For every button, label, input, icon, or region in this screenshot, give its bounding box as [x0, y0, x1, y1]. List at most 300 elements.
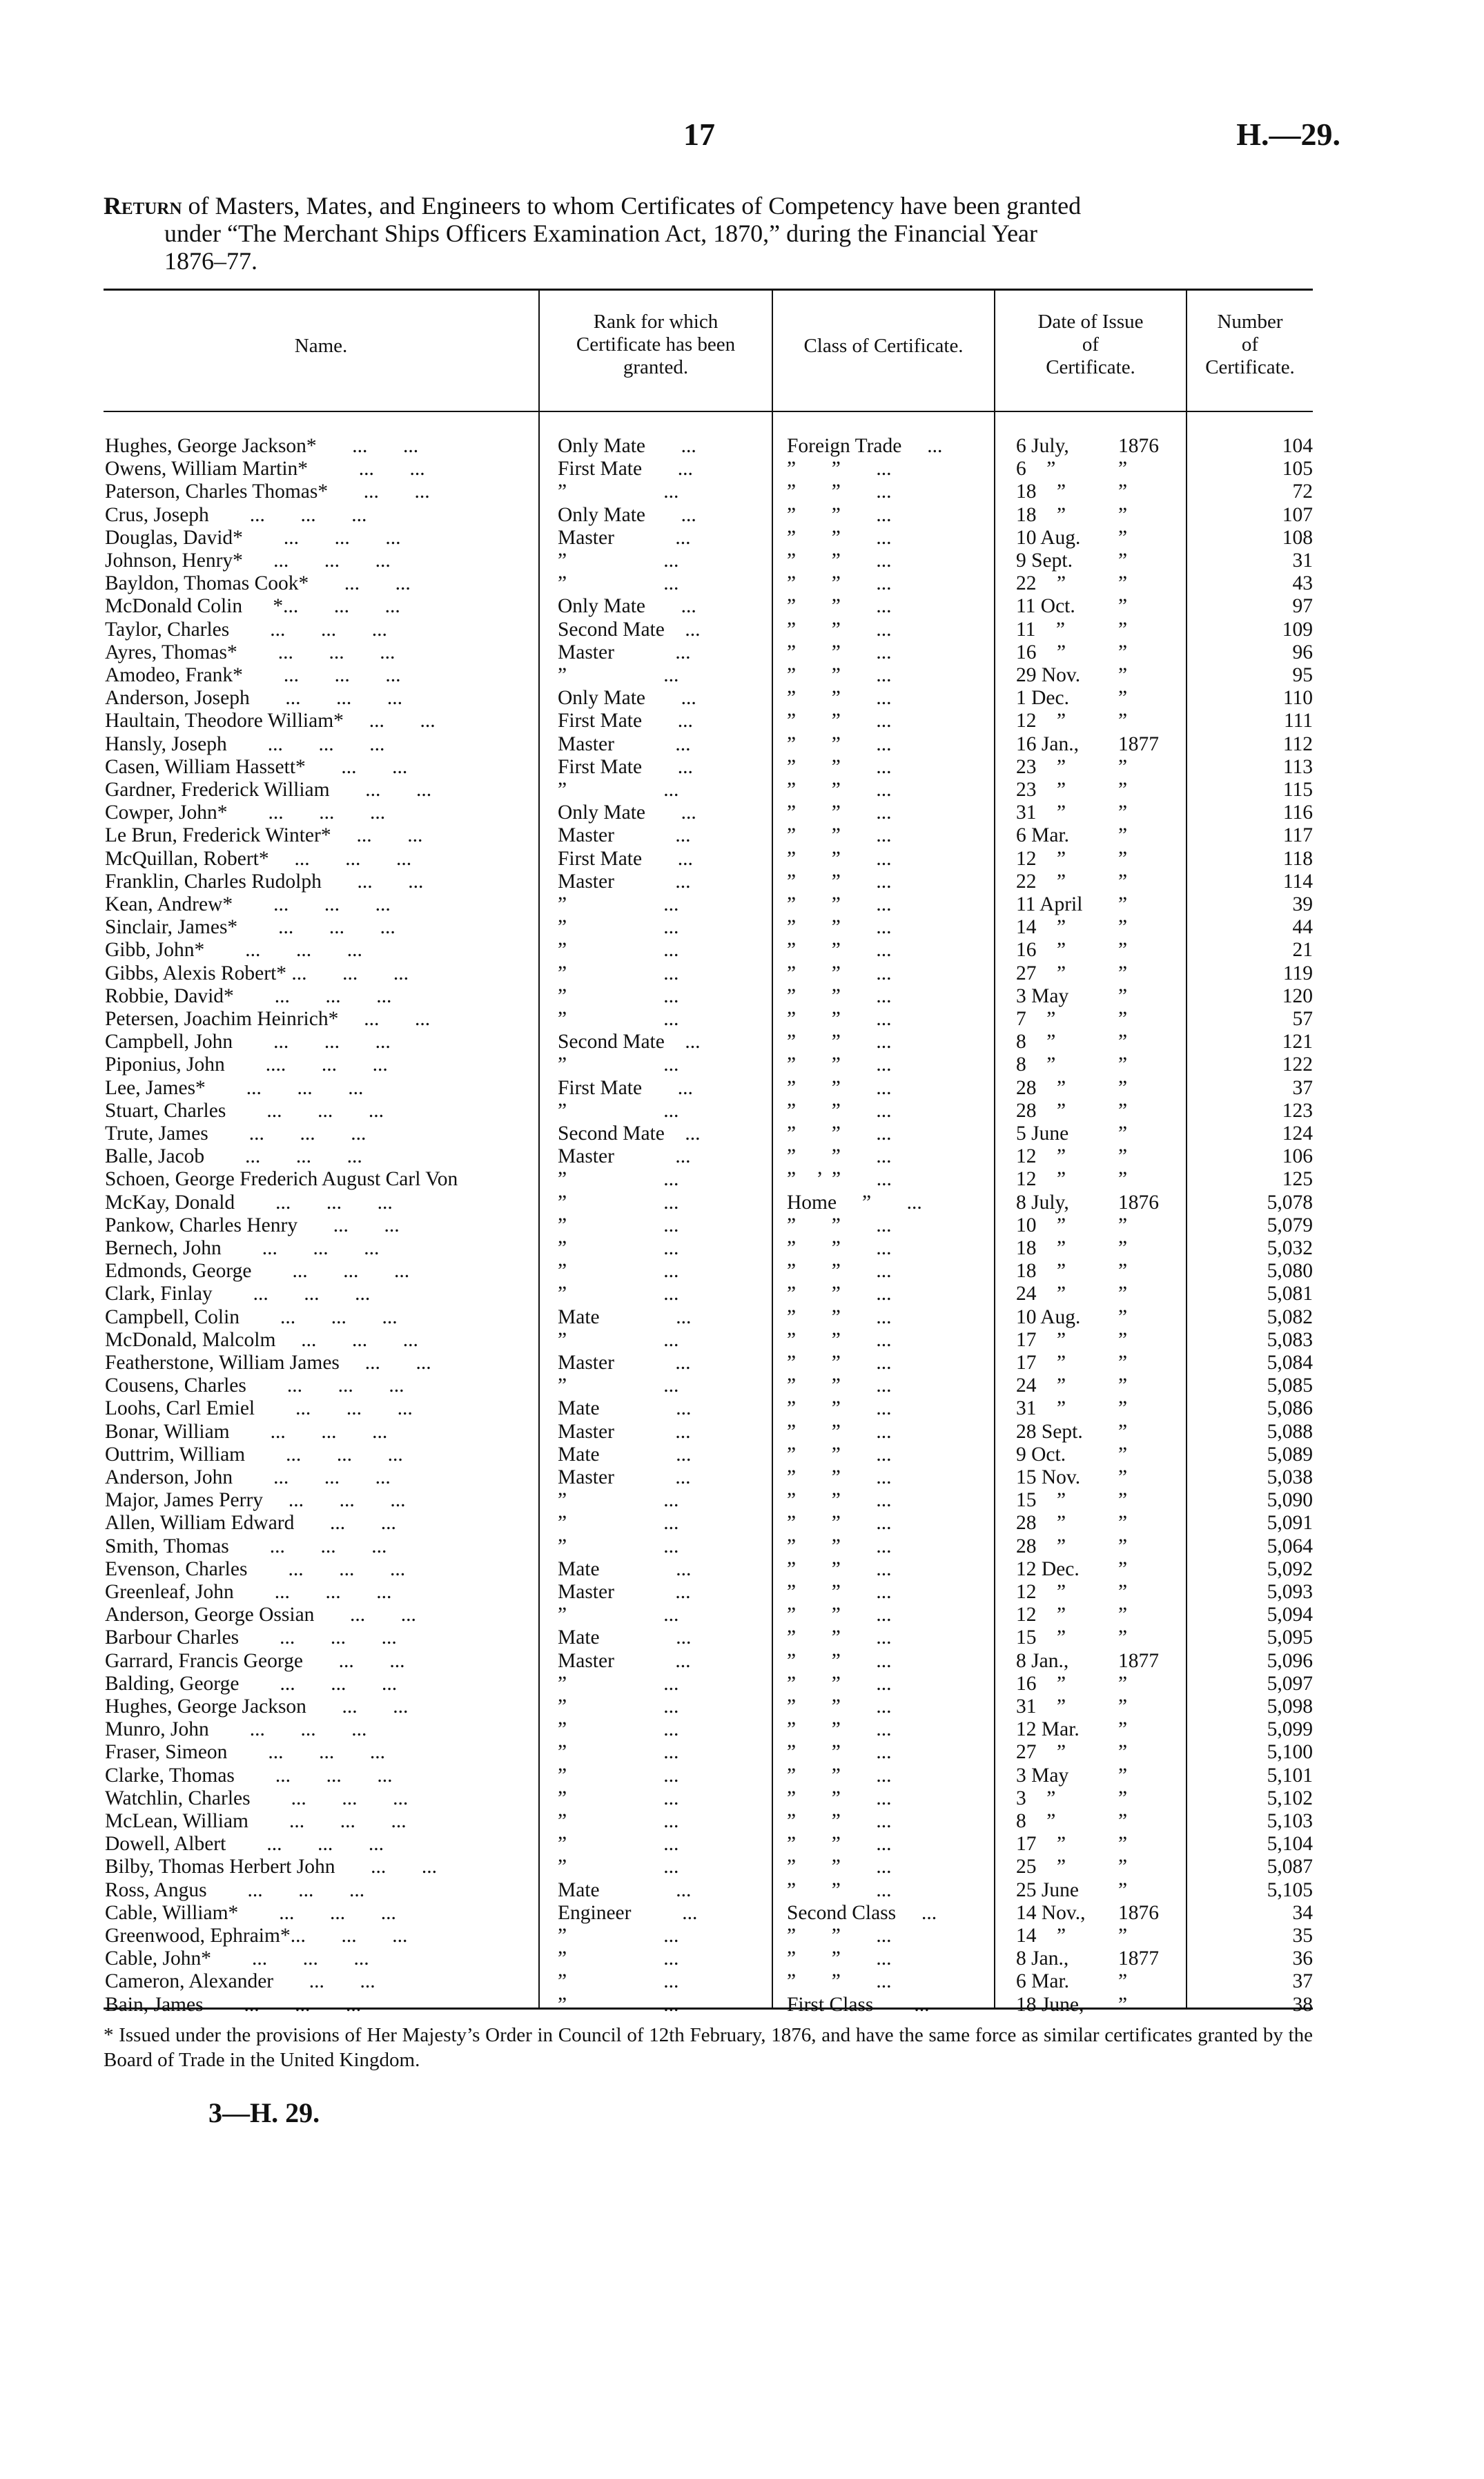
cell-class: ” ” ...	[787, 824, 892, 847]
cell-date: 15 Nov.	[1016, 1466, 1081, 1488]
cell-number: 21	[1292, 939, 1313, 962]
cell-year: ”	[1118, 687, 1128, 710]
cell-year: ”	[1118, 824, 1128, 847]
cell-date: 18 June,	[1016, 1993, 1084, 2016]
table-row	[104, 1237, 1313, 1260]
cell-year: ”	[1118, 664, 1128, 686]
cell-date: 3 ”	[1016, 1787, 1056, 1809]
cell-class: ” ” ...	[787, 1328, 892, 1351]
cell-date: 8 ”	[1016, 1053, 1056, 1076]
table-row	[104, 1741, 1313, 1764]
cell-year: ”	[1118, 984, 1128, 1007]
cell-date: 14 ”	[1016, 916, 1066, 939]
cell-class: ” ” ...	[787, 1833, 892, 1856]
cell-name: Le Brun, Frederick Winter* ... ...	[105, 824, 423, 847]
cell-year: 1877	[1118, 732, 1159, 755]
cell-name: Lee, James* ... ... ...	[105, 1076, 364, 1099]
title-line-2: under “The Merchant Ships Officers Examination Act, 1870,” during the Financial Year	[164, 220, 1038, 247]
cell-date: 18 ”	[1016, 480, 1066, 503]
cell-year: ”	[1118, 618, 1128, 641]
cell-name: Johnson, Henry* ... ... ...	[105, 550, 391, 572]
cell-number: 5,064	[1267, 1535, 1313, 1557]
cell-date: 28 ”	[1016, 1512, 1066, 1535]
cell-year: ”	[1118, 1168, 1128, 1191]
cell-date: 12 Mar.	[1016, 1718, 1080, 1741]
cell-number: 115	[1282, 779, 1313, 801]
cell-date: 12 ”	[1016, 847, 1066, 870]
cell-name: Garrard, Francis George ... ...	[105, 1649, 405, 1672]
cell-date: 15 ”	[1016, 1626, 1066, 1649]
cell-name: Bilby, Thomas Herbert John ... ...	[105, 1856, 437, 1878]
cell-class: ” ” ...	[787, 1305, 892, 1328]
cell-date: 23 ”	[1016, 779, 1066, 801]
cell-number: 5,095	[1267, 1626, 1313, 1649]
cell-number: 5,098	[1267, 1695, 1313, 1718]
cell-name: Bernech, John ... ... ...	[105, 1237, 380, 1259]
cell-number: 5,085	[1267, 1374, 1313, 1397]
cell-rank: Mate ...	[558, 1397, 692, 1420]
table-row	[104, 756, 1313, 779]
cell-class: ” ” ...	[787, 1008, 892, 1030]
cell-name: Gibb, John* ... ... ...	[105, 939, 362, 962]
cell-number: 5,038	[1267, 1466, 1313, 1488]
cell-number: 5,101	[1267, 1764, 1313, 1787]
cell-class: ” ” ...	[787, 1557, 892, 1580]
cell-date: 12 ”	[1016, 710, 1066, 732]
cell-rank: ” ...	[558, 1283, 679, 1305]
cell-name: Featherstone, William James ... ...	[105, 1352, 431, 1374]
cell-name: Barbour Charles ... ... ...	[105, 1626, 397, 1649]
cell-class: ” ” ...	[787, 1672, 892, 1695]
table-row	[104, 1558, 1313, 1581]
cell-name: Evenson, Charles ... ... ...	[105, 1557, 406, 1580]
cell-name: Ross, Angus ... ... ...	[105, 1878, 365, 1901]
cell-name: Munro, John ... ... ...	[105, 1718, 367, 1741]
cell-name: Douglas, David* ... ... ...	[105, 526, 401, 549]
table-row	[104, 1810, 1313, 1833]
cell-year: ”	[1118, 1099, 1128, 1122]
cell-rank: Mate ...	[558, 1557, 692, 1580]
cell-rank: ” ...	[558, 550, 679, 572]
cell-class: ” ” ...	[787, 1122, 892, 1145]
cell-number: 5,096	[1267, 1649, 1313, 1672]
cell-number: 5,088	[1267, 1420, 1313, 1443]
cell-rank: ” ...	[558, 1489, 679, 1512]
cell-class: ” ” ...	[787, 1741, 892, 1764]
cell-class: ” ’ ” ...	[787, 1168, 892, 1191]
table-row	[104, 939, 1313, 962]
cell-year: ”	[1118, 1283, 1128, 1305]
cell-class: ” ” ...	[787, 916, 892, 939]
cell-name: Haultain, Theodore William* ... ...	[105, 710, 436, 732]
cell-number: 122	[1282, 1053, 1313, 1076]
cell-name: Anderson, John ... ... ...	[105, 1466, 391, 1488]
cell-name: Cable, William* ... ... ...	[105, 1901, 396, 1924]
cell-year: ”	[1118, 458, 1128, 480]
cell-number: 5,105	[1267, 1878, 1313, 1901]
cell-rank: ” ...	[558, 1925, 679, 1947]
cell-name: Gardner, Frederick William ... ...	[105, 779, 432, 801]
cell-year: ”	[1118, 1787, 1128, 1809]
cell-number: 123	[1282, 1099, 1313, 1122]
table-row	[104, 801, 1313, 824]
cell-name: Fraser, Simeon ... ... ...	[105, 1741, 386, 1764]
cell-name: Campbell, John ... ... ...	[105, 1031, 391, 1053]
cell-class: ” ” ...	[787, 1145, 892, 1168]
cell-rank: ” ...	[558, 893, 679, 915]
cell-number: 5,082	[1267, 1305, 1313, 1328]
cell-name: McDonald Colin *... ... ...	[105, 595, 400, 618]
cell-class: ” ” ...	[787, 1649, 892, 1672]
table-row	[104, 641, 1313, 664]
cell-rank: ” ...	[558, 1374, 679, 1397]
cell-class: ” ” ...	[787, 572, 892, 595]
cell-date: 31 ”	[1016, 1397, 1066, 1420]
cell-name: Major, James Perry ... ... ...	[105, 1489, 406, 1512]
table-row	[104, 848, 1313, 871]
cell-date: 1 Dec.	[1016, 687, 1069, 710]
cell-date: 12 Dec.	[1016, 1557, 1080, 1580]
cell-year: ”	[1118, 1420, 1128, 1443]
cell-name: Balding, George ... ... ...	[105, 1672, 398, 1695]
cell-class: ” ” ...	[787, 1581, 892, 1603]
cell-rank: Master ...	[558, 526, 691, 549]
cell-date: 28 ”	[1016, 1099, 1066, 1122]
cell-year: ”	[1118, 1925, 1128, 1947]
cell-number: 124	[1282, 1122, 1313, 1145]
cell-class: ” ” ...	[787, 618, 892, 641]
cell-date: 24 ”	[1016, 1374, 1066, 1397]
cell-date: 10 Aug.	[1016, 526, 1081, 549]
cell-class: ” ” ...	[787, 1925, 892, 1947]
cell-date: 10 Aug.	[1016, 1305, 1081, 1328]
title-line-1: of Masters, Mates, and Engineers to whom Certificates of Competency have been granted	[188, 192, 1082, 220]
cell-class: ” ” ...	[787, 1535, 892, 1557]
cell-class: ” ” ...	[787, 1947, 892, 1970]
cell-rank: ” ...	[558, 1764, 679, 1787]
cell-year: ”	[1118, 1305, 1128, 1328]
cell-rank: ” ...	[558, 1214, 679, 1236]
cell-rank: ” ...	[558, 1947, 679, 1970]
cell-year: ”	[1118, 801, 1128, 824]
cell-year: ”	[1118, 1626, 1128, 1649]
cell-date: 23 ”	[1016, 755, 1066, 778]
cell-name: Casen, William Hassett* ... ...	[105, 755, 408, 778]
cell-class: ” ” ...	[787, 1764, 892, 1787]
cell-name: Owens, William Martin* ... ...	[105, 458, 425, 480]
cell-date: 9 Oct.	[1016, 1443, 1066, 1466]
cell-rank: First Mate ...	[558, 755, 693, 778]
table-top-rule	[104, 289, 1313, 291]
cell-date: 28 ”	[1016, 1076, 1066, 1099]
cell-year: ”	[1118, 1053, 1128, 1076]
cell-number: 125	[1282, 1168, 1313, 1191]
cell-rank: ” ...	[558, 1856, 679, 1878]
cell-class: ” ” ...	[787, 1099, 892, 1122]
cell-number: 5,099	[1267, 1718, 1313, 1741]
cell-date: 6 July,	[1016, 435, 1069, 457]
cell-number: 111	[1283, 710, 1313, 732]
cell-class: ” ” ...	[787, 550, 892, 572]
cell-date: 27 ”	[1016, 962, 1066, 984]
cell-number: 5,078	[1267, 1191, 1313, 1214]
cell-rank: ” ...	[558, 572, 679, 595]
header-rank: Rank for which Certificate has been granted.	[576, 311, 736, 378]
table-row	[104, 1650, 1313, 1673]
table-row	[104, 1856, 1313, 1878]
cell-number: 5,080	[1267, 1260, 1313, 1283]
cell-name: Allen, William Edward ... ...	[105, 1512, 396, 1535]
cell-number: 104	[1282, 435, 1313, 457]
cell-rank: Second Mate ...	[558, 618, 701, 641]
table-row	[104, 1879, 1313, 1902]
cell-date: 8 Jan.,	[1016, 1649, 1069, 1672]
cell-rank: Master ...	[558, 732, 691, 755]
cell-date: 11 Oct.	[1016, 595, 1075, 618]
cell-date: 14 ”	[1016, 1925, 1066, 1947]
cell-year: ”	[1118, 1374, 1128, 1397]
cell-rank: ” ...	[558, 1672, 679, 1695]
cell-number: 95	[1292, 664, 1313, 686]
cell-rank: ” ...	[558, 1833, 679, 1856]
cell-number: 38	[1292, 1993, 1313, 2016]
cell-number: 112	[1282, 732, 1313, 755]
cell-name: Balle, Jacob ... ... ...	[105, 1145, 362, 1168]
table-row	[104, 1673, 1313, 1695]
cell-year: ”	[1118, 1443, 1128, 1466]
cell-year: ”	[1118, 1031, 1128, 1053]
table-row	[104, 1374, 1313, 1397]
cell-number: 117	[1282, 824, 1313, 847]
cell-class: ” ” ...	[787, 687, 892, 710]
table-row	[104, 1008, 1313, 1031]
cell-class: First Class ...	[787, 1993, 930, 2016]
table-row	[104, 1122, 1313, 1145]
cell-year: ”	[1118, 1695, 1128, 1718]
cell-name: McQuillan, Robert* ... ... ...	[105, 847, 412, 870]
cell-name: Cameron, Alexander ... ...	[105, 1970, 375, 1993]
cell-class: ” ” ...	[787, 458, 892, 480]
table-row	[104, 1306, 1313, 1329]
cell-name: Stuart, Charles ... ... ...	[105, 1099, 384, 1122]
cell-year: ”	[1118, 1489, 1128, 1512]
cell-name: Hughes, George Jackson ... ...	[105, 1695, 409, 1718]
cell-number: 35	[1292, 1925, 1313, 1947]
cell-rank: Master ...	[558, 870, 691, 893]
cell-year: ”	[1118, 1214, 1128, 1236]
cell-number: 5,091	[1267, 1512, 1313, 1535]
cell-date: 8 Jan.,	[1016, 1947, 1069, 1970]
cell-class: ” ” ...	[787, 526, 892, 549]
cell-year: ”	[1118, 1810, 1128, 1832]
cell-name: McLean, William ... ... ...	[105, 1810, 407, 1832]
cell-class: ” ” ...	[787, 1443, 892, 1466]
cell-date: 28 ”	[1016, 1535, 1066, 1557]
cell-name: Greenwood, Ephraim*... ... ...	[105, 1925, 408, 1947]
table-row	[104, 824, 1313, 847]
table-row	[104, 1535, 1313, 1558]
cell-year: ”	[1118, 939, 1128, 962]
table-row	[104, 779, 1313, 801]
cell-year: 1877	[1118, 1947, 1159, 1970]
cell-class: ” ” ...	[787, 962, 892, 984]
table-row	[104, 664, 1313, 687]
table-row	[104, 871, 1313, 893]
cell-date: 8 July,	[1016, 1191, 1069, 1214]
cell-year: ”	[1118, 1718, 1128, 1741]
cell-name: Loohs, Carl Emiel ... ... ...	[105, 1397, 413, 1420]
cell-year: ”	[1118, 1328, 1128, 1351]
header-number: Number of Certificate.	[1205, 311, 1295, 378]
cell-date: 5 June	[1016, 1122, 1069, 1145]
header-name: Name.	[294, 335, 348, 357]
table-row	[104, 619, 1313, 641]
cell-number: 5,087	[1267, 1856, 1313, 1878]
cell-name: Taylor, Charles ... ... ...	[105, 618, 387, 641]
cell-year: ”	[1118, 1145, 1128, 1168]
table-row	[104, 504, 1313, 527]
cell-date: 17 ”	[1016, 1833, 1066, 1856]
cell-name: Robbie, David* ... ... ...	[105, 984, 392, 1007]
cell-class: ” ” ...	[787, 1604, 892, 1626]
cell-date: 17 ”	[1016, 1352, 1066, 1374]
cell-name: Cousens, Charles ... ... ...	[105, 1374, 404, 1397]
cell-year: ”	[1118, 1076, 1128, 1099]
cell-year: ”	[1118, 550, 1128, 572]
cell-rank: Master ...	[558, 1420, 691, 1443]
cell-date: 18 ”	[1016, 503, 1066, 526]
table-row	[104, 1833, 1313, 1856]
document-title	[104, 192, 1313, 275]
cell-date: 25 June	[1016, 1878, 1079, 1901]
cell-rank: First Mate ...	[558, 1076, 693, 1099]
cell-year: ”	[1118, 847, 1128, 870]
table-row	[104, 962, 1313, 985]
cell-number: 97	[1292, 595, 1313, 618]
cell-class: ” ” ...	[787, 801, 892, 824]
cell-class: ” ” ...	[787, 1878, 892, 1901]
table-row	[104, 1489, 1313, 1512]
cell-date: 9 Sept.	[1016, 550, 1073, 572]
table-row	[104, 1994, 1313, 2016]
cell-rank: Only Mate ...	[558, 687, 696, 710]
cell-rank: Engineer ...	[558, 1901, 698, 1924]
footnote: * Issued under the provisions of Her Majesty’s Order in Council of 12th February, 1876, and have the same force as similar certificates granted by the Board of Trade in the United Kingdom.	[104, 2024, 1313, 2071]
cell-date: 3 May	[1016, 984, 1069, 1007]
cell-class: ” ” ...	[787, 1420, 892, 1443]
cell-class: ” ” ...	[787, 1489, 892, 1512]
cell-date: 12 ”	[1016, 1168, 1066, 1191]
cell-name: McKay, Donald ... ... ...	[105, 1191, 393, 1214]
cell-name: Cowper, John* ... ... ...	[105, 801, 386, 824]
table-row	[104, 1581, 1313, 1604]
cell-date: 6 Mar.	[1016, 824, 1070, 847]
table-row	[104, 1031, 1313, 1053]
header-class: Class of Certificate.	[803, 335, 964, 357]
cell-number: 5,092	[1267, 1557, 1313, 1580]
cell-date: 12 ”	[1016, 1581, 1066, 1603]
cell-name: Bain, James ... ... ...	[105, 1993, 362, 2016]
cell-rank: Master ...	[558, 824, 691, 847]
table-row	[104, 1260, 1313, 1283]
cell-rank: Mate ...	[558, 1443, 692, 1466]
cell-number: 110	[1282, 687, 1313, 710]
cell-number: 5,084	[1267, 1352, 1313, 1374]
cell-rank: ” ...	[558, 480, 679, 503]
cell-number: 5,094	[1267, 1604, 1313, 1626]
cell-name: Watchlin, Charles ... ... ...	[105, 1787, 409, 1809]
cell-year: 1877	[1118, 1649, 1159, 1672]
cell-name: Dowell, Albert ... ... ...	[105, 1833, 384, 1856]
cell-class: ” ” ...	[787, 1856, 892, 1878]
cell-year: ”	[1118, 1993, 1128, 2016]
cell-number: 5,081	[1267, 1283, 1313, 1305]
signature-code: 3—H. 29.	[208, 2097, 320, 2128]
cell-class: ” ” ...	[787, 1214, 892, 1236]
cell-class: ” ” ...	[787, 1374, 892, 1397]
cell-number: 5,093	[1267, 1581, 1313, 1603]
cell-name: Outtrim, William ... ... ...	[105, 1443, 403, 1466]
cell-class: ” ” ...	[787, 710, 892, 732]
cell-rank: ” ...	[558, 1718, 679, 1741]
cell-rank: Master ...	[558, 1581, 691, 1603]
cell-year: ”	[1118, 1397, 1128, 1420]
cell-class: Second Class ...	[787, 1901, 937, 1924]
cell-date: 17 ”	[1016, 1328, 1066, 1351]
cell-number: 5,090	[1267, 1489, 1313, 1512]
table-row	[104, 1925, 1313, 1947]
header-bottom-rule	[104, 411, 1313, 412]
cell-number: 107	[1282, 503, 1313, 526]
table-row	[104, 1443, 1313, 1466]
table-row	[104, 1397, 1313, 1420]
table-row	[104, 1970, 1313, 1993]
cell-rank: ” ...	[558, 664, 679, 686]
cell-class: ” ” ...	[787, 1237, 892, 1259]
cell-class: ” ” ...	[787, 595, 892, 618]
cell-date: 14 Nov.,	[1016, 1901, 1086, 1924]
cell-year: ”	[1118, 1764, 1128, 1787]
cell-rank: ” ...	[558, 1535, 679, 1557]
cell-year: ”	[1118, 1008, 1128, 1030]
cell-date: 18 ”	[1016, 1260, 1066, 1283]
table-row	[104, 916, 1313, 939]
cell-name: Hansly, Joseph ... ... ...	[105, 732, 385, 755]
table-row	[104, 550, 1313, 572]
cell-year: ”	[1118, 1970, 1128, 1993]
cell-rank: ” ...	[558, 1810, 679, 1832]
cell-rank: ” ...	[558, 1260, 679, 1283]
cell-number: 114	[1282, 870, 1313, 893]
cell-rank: Master ...	[558, 1145, 691, 1168]
table-row	[104, 1053, 1313, 1076]
cell-rank: First Mate ...	[558, 458, 693, 480]
cell-number: 96	[1292, 641, 1313, 663]
cell-year: ”	[1118, 641, 1128, 663]
cell-rank: First Mate ...	[558, 710, 693, 732]
cell-date: 28 Sept.	[1016, 1420, 1083, 1443]
cell-rank: Mate ...	[558, 1626, 692, 1649]
cell-year: ”	[1118, 1581, 1128, 1603]
table-row	[104, 1787, 1313, 1810]
cell-rank: Only Mate ...	[558, 801, 696, 824]
cell-number: 37	[1292, 1970, 1313, 1993]
cell-year: ”	[1118, 755, 1128, 778]
cell-name: Cable, John* ... ... ...	[105, 1947, 369, 1970]
cell-class: Foreign Trade ...	[787, 435, 943, 457]
cell-rank: Second Mate ...	[558, 1031, 701, 1053]
cell-year: ”	[1118, 1856, 1128, 1878]
